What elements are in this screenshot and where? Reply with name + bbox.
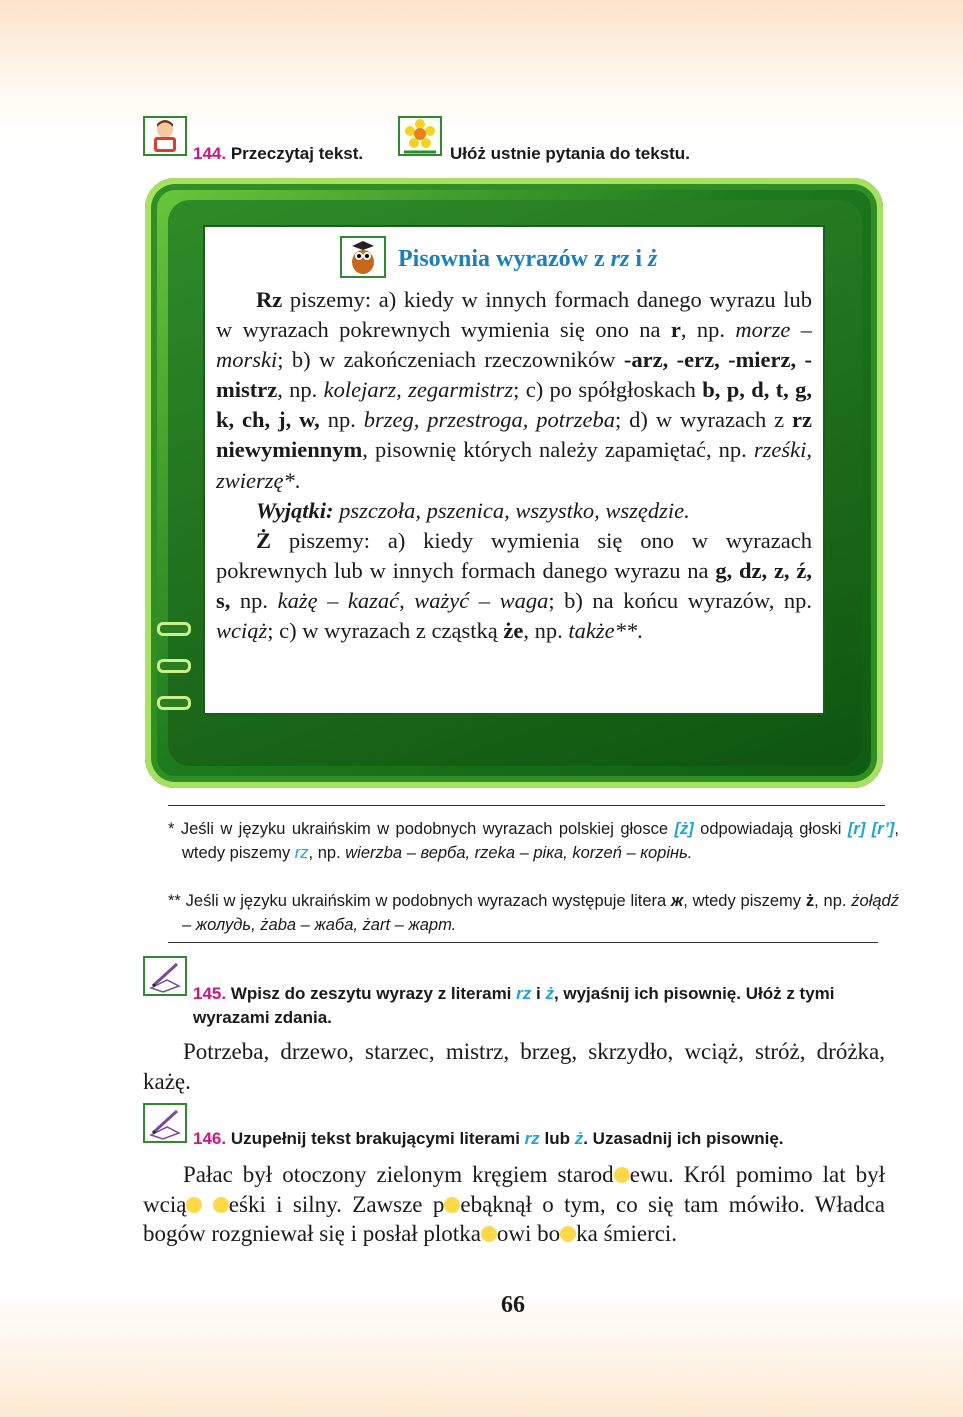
text-run: , np. — [814, 892, 852, 910]
text-run: , pisownię których należy zapamiętać, np. — [362, 437, 754, 463]
text-run: ж — [671, 892, 684, 910]
text-run: piszemy: a) kiedy w innych formach danego wyrazu lub w wyrazach pokrewnych wymienia się ono na — [216, 287, 812, 343]
text-run: [r’] — [871, 820, 895, 838]
text-run: rz niewymiennym — [216, 407, 813, 463]
text-run: , np. — [680, 317, 736, 343]
task-146-z: ż — [574, 1129, 584, 1148]
task-instruction: Przeczytaj tekst. — [230, 144, 364, 163]
footnote-divider-bottom — [168, 942, 878, 943]
footnote-1 — [168, 818, 899, 865]
task-144-line — [193, 144, 363, 164]
text-run: wierzba – верба, rzeka – ріка, korzeń – корінь. — [345, 843, 693, 862]
reading-boy-icon — [143, 116, 187, 156]
text-run: żołądź – жолудь, żaba – жаба, żart – жарт. — [182, 892, 899, 934]
task-146-or: lub — [539, 1129, 575, 1148]
task-145-instruction — [193, 982, 885, 1030]
rule-paragraph-rz — [216, 285, 812, 496]
text-run: Pałac był otoczony zielonym kręgiem starod — [183, 1162, 614, 1187]
footnote-divider-top — [168, 805, 885, 806]
rule-paragraph-exceptions — [216, 496, 812, 526]
task-145-and: i — [531, 984, 546, 1003]
text-run: ebąknął o tym, co się tam mówiło. Władca bogów rozgniewał się i posłał plotka — [143, 1191, 885, 1246]
missing-letter-dot — [213, 1197, 229, 1213]
text-run: odpowiadają głoski — [693, 820, 848, 838]
task-146-text-b: . Uzasadnij ich pisownię. — [583, 1129, 784, 1148]
text-run: ; d) w wyrazach z — [615, 407, 793, 433]
text-run: ka śmierci. — [576, 1221, 678, 1246]
task-146-text-a: Uzupełnij tekst brakującymi literami — [230, 1129, 525, 1148]
owl-teacher-icon — [340, 236, 386, 278]
text-run: kolejarz, zegarmistrz — [323, 377, 514, 403]
text-run: , np. — [308, 843, 346, 862]
text-run: ; c) po spółgłoskach — [513, 377, 703, 403]
text-run: np. — [230, 587, 278, 613]
text-run: [ż] — [674, 820, 694, 838]
task-146-text — [143, 1160, 885, 1249]
task-146-rz: rz — [524, 1129, 540, 1148]
task-144-instruction-2: Ułóż ustnie pytania do tekstu. — [450, 144, 690, 163]
text-run: g, dz, z, ź, s, — [216, 557, 812, 613]
text-run: ; b) na końcu wyrazów, np. — [548, 587, 813, 613]
rule-title — [398, 246, 657, 273]
missing-letter-dot — [481, 1226, 497, 1242]
text-run: ; c) w wyrazach z cząstką — [267, 618, 504, 644]
text-run: b, p, d, t, g, k, ch, j, w, — [216, 377, 813, 433]
text-run: każę – kazać, ważyć – waga — [277, 587, 549, 613]
missing-letter-dot — [444, 1197, 460, 1213]
text-run: , wtedy piszemy — [182, 820, 899, 862]
text-run: brzeg, przestroga, potrzeba — [363, 407, 616, 433]
task-145-words: Potrzeba, drzewo, starzec, mistrz, brzeg, skrzydło, wciąż, stróż, dróżka, każę. — [143, 1039, 885, 1094]
text-run: rz — [294, 843, 309, 862]
text-run: np. — [319, 407, 364, 433]
task-145-z: ż — [545, 984, 554, 1003]
text-run: . — [637, 618, 643, 644]
task-number: 145. — [193, 984, 227, 1003]
text-run: r — [670, 317, 681, 343]
text-run: . — [294, 467, 301, 493]
task-145-rz: rz — [516, 984, 532, 1003]
footnote-2 — [168, 890, 899, 937]
text-run: -arz, -erz, -mierz, -mistrz — [216, 347, 812, 403]
text-run: , np. — [523, 618, 569, 644]
task-145-text-a: Wpisz do zeszytu wyrazy z literami — [230, 984, 517, 1003]
text-run: * Jeśli w języku ukraińskim w podobnych wyrazach polskiej głosce — [168, 820, 675, 838]
task-146-instruction — [193, 1129, 784, 1149]
flower-icon — [398, 116, 442, 156]
missing-letter-dot — [560, 1226, 576, 1242]
task-number: 144. — [193, 144, 227, 163]
rule-title-and: i — [629, 246, 648, 272]
text-run: , np. — [277, 377, 324, 403]
text-run: ewu. Król pomimo lat był wcią — [143, 1162, 885, 1217]
text-run: morze – morski — [216, 317, 813, 373]
text-run: piszemy: a) kiedy wymienia się ono w wyrazach pokrewnych lub w innych formach danego wyrazu na — [216, 527, 812, 583]
text-run: [r] — [847, 820, 866, 838]
missing-letter-dot — [614, 1167, 630, 1183]
rule-title-z: ż — [648, 246, 658, 272]
text-run: wciąż — [216, 618, 268, 644]
text-run: także** — [568, 618, 638, 644]
rule-text — [216, 285, 812, 646]
rule-paragraph-z — [216, 526, 812, 646]
text-run: że — [503, 618, 524, 644]
text-run: Wyjątki: — [256, 497, 334, 523]
board-port-3 — [157, 696, 191, 710]
pen-notebook-icon — [143, 1103, 187, 1143]
text-run: ż — [805, 892, 815, 910]
text-run: Rz — [256, 287, 283, 312]
text-run: owi bo — [496, 1221, 561, 1246]
text-run: rześki, zwierzę* — [216, 437, 812, 493]
rule-title-main: Pisownia wyrazów z — [398, 246, 611, 272]
text-run: ; b) w zakończeniach rzeczowników — [277, 347, 624, 373]
text-run — [202, 1192, 212, 1217]
text-run: eśki i silny. Zawsze p — [228, 1191, 445, 1217]
text-run: Ż — [256, 527, 272, 553]
task-number: 146. — [193, 1129, 227, 1148]
page-number: 66 — [501, 1292, 525, 1318]
task-145-text-b: , wyjaśnij ich pisownię. Ułóż z tymi wyrazami zdania. — [193, 984, 835, 1027]
text-run: pszczoła, pszenica, wszystko, wszędzie. — [333, 497, 690, 523]
board-port-2 — [157, 659, 191, 673]
rule-title-rz: rz — [610, 246, 630, 272]
text-run: ** Jeśli w języku ukraińskim w podobnych wyrazach występuje litera — [168, 892, 672, 910]
missing-letter-dot — [186, 1197, 202, 1213]
text-run: , wtedy piszemy — [683, 892, 806, 910]
board-port-1 — [157, 622, 191, 636]
pen-notebook-icon — [143, 956, 187, 996]
